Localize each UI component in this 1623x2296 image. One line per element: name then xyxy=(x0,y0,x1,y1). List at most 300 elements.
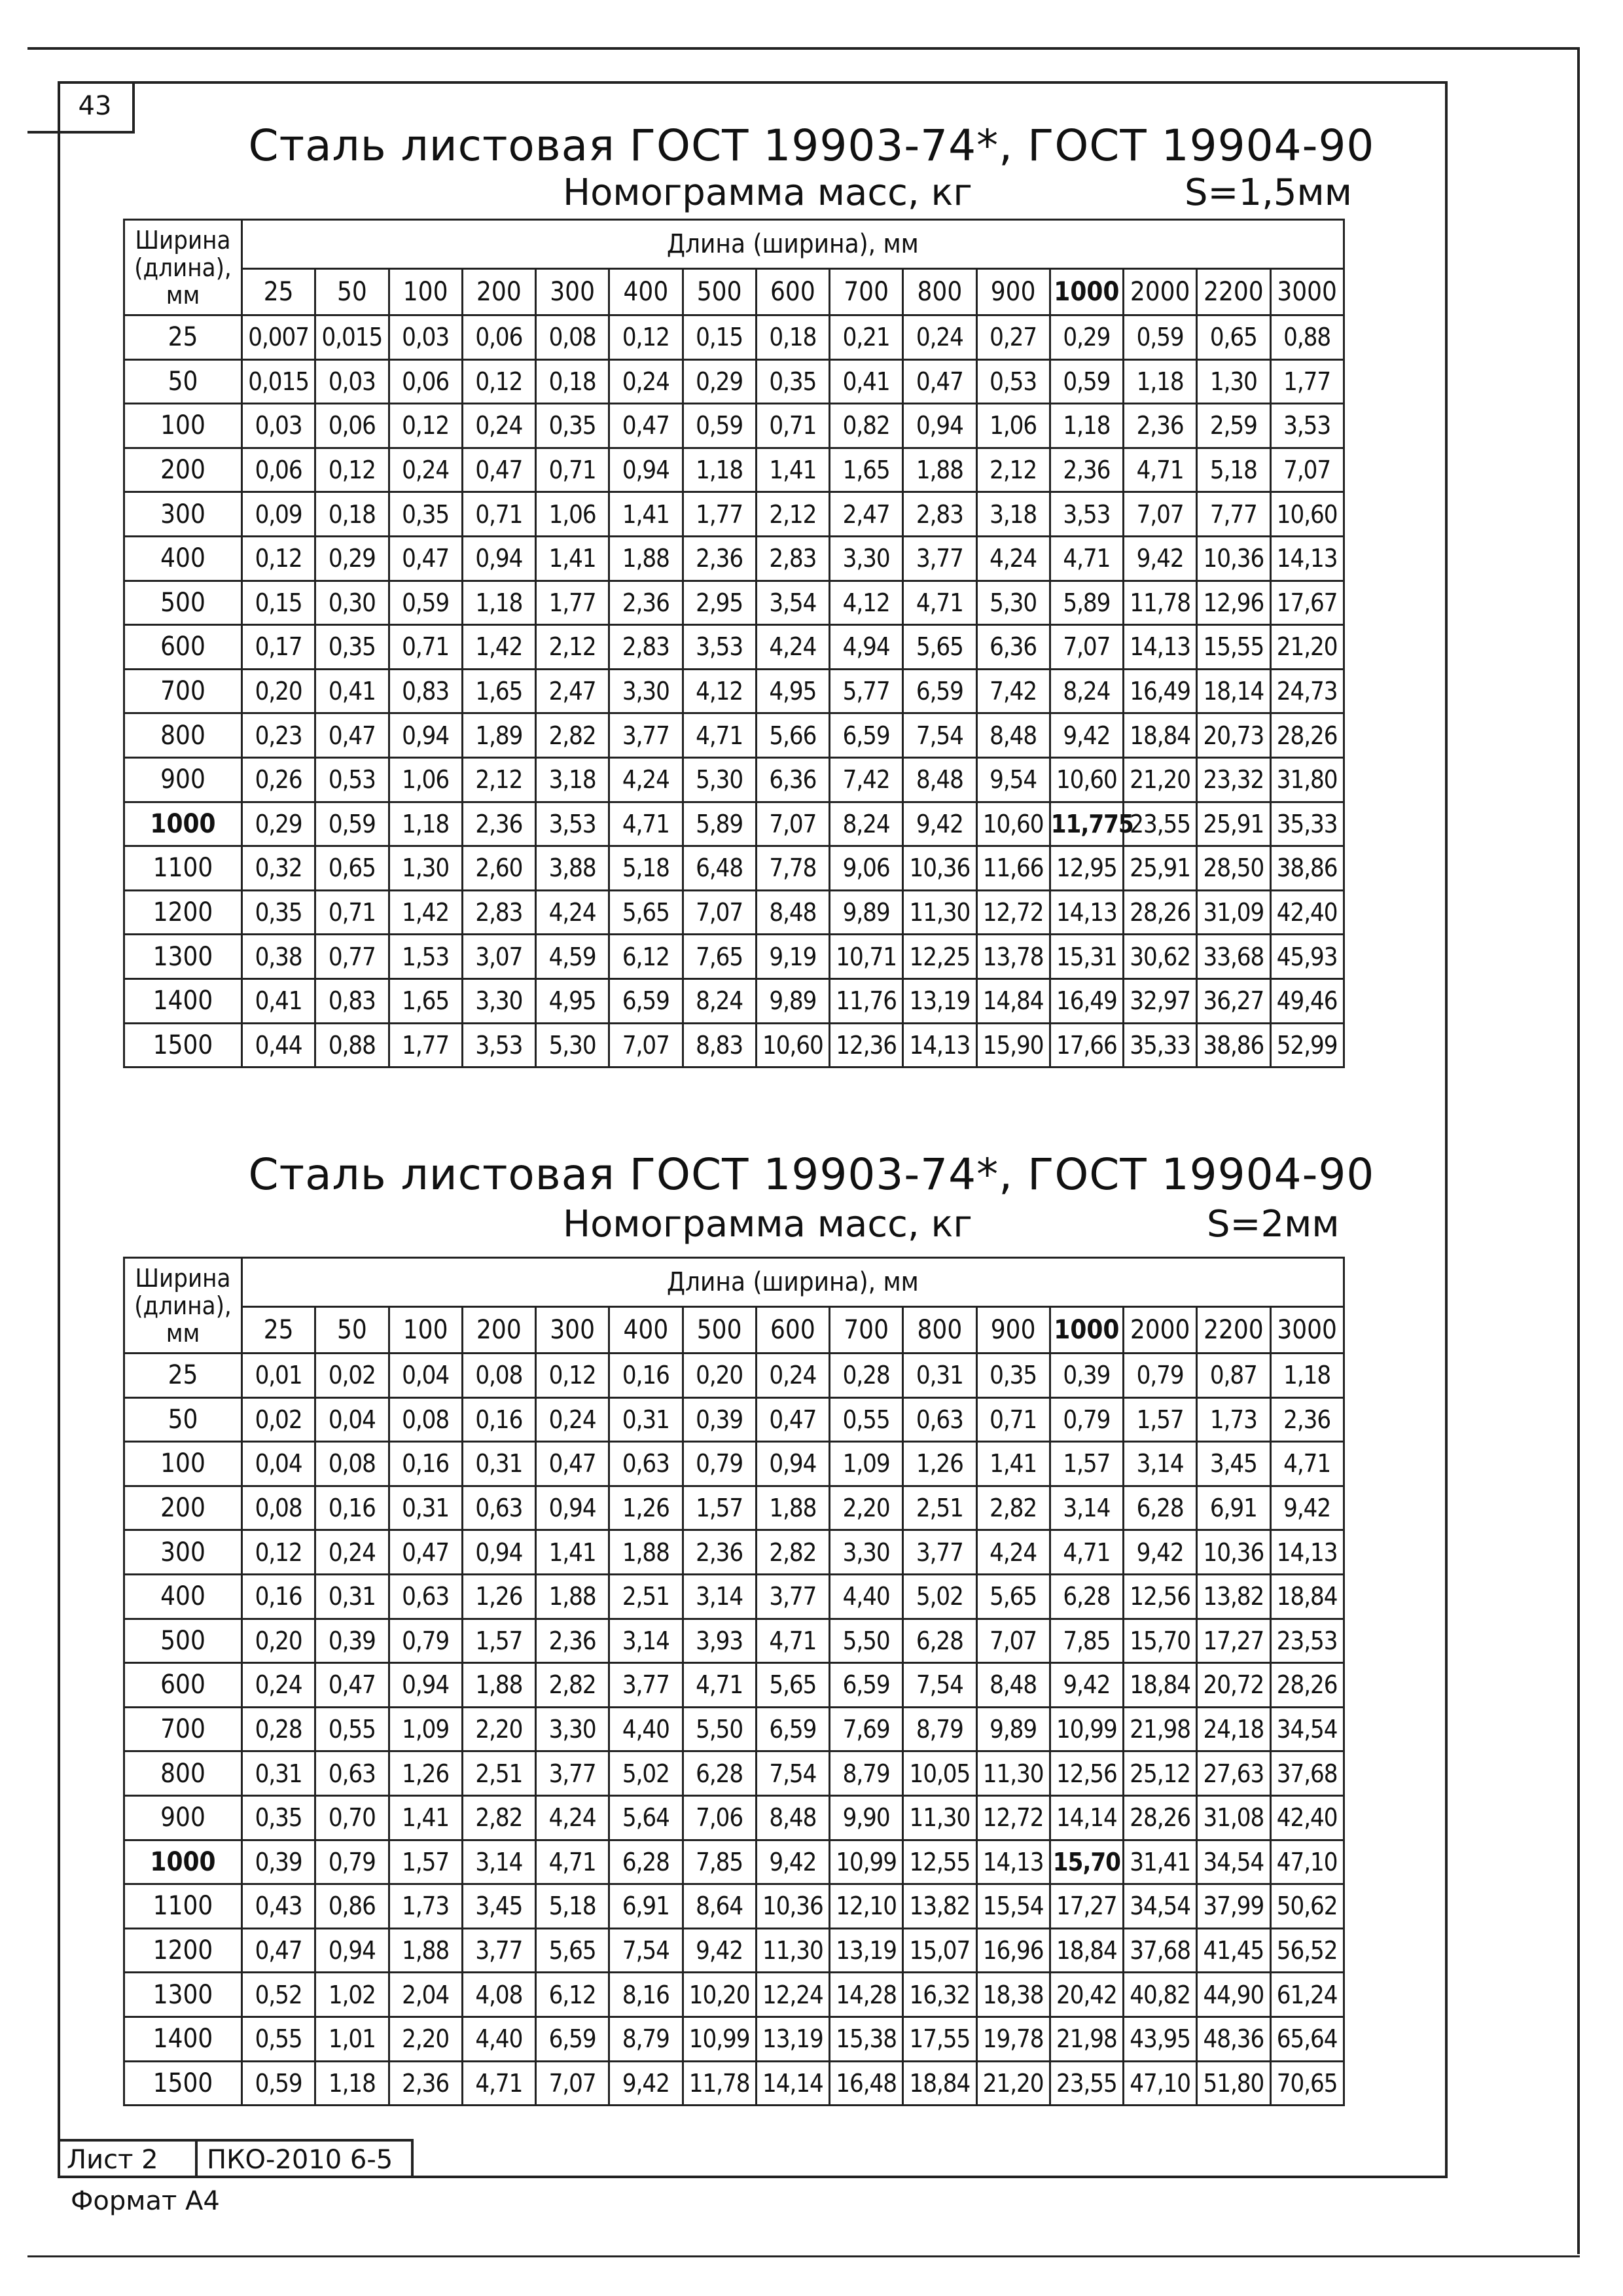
mass-cell: 7,54 xyxy=(609,1928,683,1973)
mass-cell: 37,99 xyxy=(1197,1884,1270,1929)
row-header: 1100 xyxy=(124,1884,242,1929)
mass-cell: 1,65 xyxy=(830,448,903,492)
table-row xyxy=(124,315,1344,360)
mass-cell: 6,59 xyxy=(756,1707,829,1751)
mass-cell: 0,39 xyxy=(683,1397,756,1442)
row-header: 50 xyxy=(124,359,242,404)
mass-cell: 2,82 xyxy=(536,713,609,758)
mass-cell: 6,59 xyxy=(536,2017,609,2061)
mass-cell: 11,78 xyxy=(683,2061,756,2106)
mass-cell: 0,15 xyxy=(242,581,315,625)
mass-cell: 17,27 xyxy=(1197,1619,1270,1663)
mass-cell: 14,13 xyxy=(1124,625,1197,670)
mass-cell: 0,55 xyxy=(315,1707,389,1751)
mass-cell: 20,73 xyxy=(1197,713,1270,758)
mass-cell: 0,24 xyxy=(389,448,462,492)
mass-cell: 33,68 xyxy=(1197,935,1270,979)
mass-cell: 9,42 xyxy=(1124,1530,1197,1575)
mass-cell: 7,78 xyxy=(756,846,829,891)
mass-cell: 0,28 xyxy=(830,1354,903,1398)
mass-cell: 0,55 xyxy=(242,2017,315,2061)
mass-cell: 1,73 xyxy=(389,1884,462,1929)
mass-cell: 0,01 xyxy=(242,1354,315,1398)
mass-cell: 0,35 xyxy=(242,890,315,935)
mass-cell: 0,24 xyxy=(609,359,683,404)
table-row xyxy=(124,1707,1344,1751)
mass-cell: 0,63 xyxy=(315,1751,389,1796)
mass-cell: 9,06 xyxy=(830,846,903,891)
mass-cell: 5,50 xyxy=(830,1619,903,1663)
mass-cell: 34,54 xyxy=(1124,1884,1197,1929)
table-row xyxy=(124,1530,1344,1575)
mass-cell: 30,62 xyxy=(1124,935,1197,979)
mass-cell: 5,30 xyxy=(536,1023,609,1067)
mass-cell: 0,47 xyxy=(903,359,976,404)
row-header: 1500 xyxy=(124,1023,242,1067)
section-2-title: Сталь листовая ГОСТ 19903-74*, ГОСТ 19904-90 xyxy=(248,1149,1375,1200)
table-row xyxy=(124,1663,1344,1708)
mass-cell: 18,84 xyxy=(1124,1663,1197,1708)
mass-cell: 14,14 xyxy=(1050,1795,1123,1840)
mass-cell: 11,30 xyxy=(903,1795,976,1840)
mass-cell: 0,86 xyxy=(315,1884,389,1929)
mass-cell: 0,71 xyxy=(315,890,389,935)
mass-cell: 52,99 xyxy=(1270,1023,1344,1067)
mass-cell: 3,54 xyxy=(756,581,829,625)
mass-cell: 42,40 xyxy=(1270,1795,1344,1840)
mass-cell: 0,18 xyxy=(315,492,389,537)
mass-cell: 0,06 xyxy=(315,404,389,448)
row-header: 800 xyxy=(124,1751,242,1796)
mass-cell: 7,07 xyxy=(536,2061,609,2106)
column-header: 25 xyxy=(242,269,315,315)
mass-cell: 2,51 xyxy=(462,1751,535,1796)
mass-cell: 3,77 xyxy=(756,1574,829,1619)
mass-cell: 8,24 xyxy=(1050,669,1123,713)
mass-cell: 0,08 xyxy=(536,315,609,360)
mass-cell: 1,57 xyxy=(683,1486,756,1530)
mass-cell: 1,57 xyxy=(389,1840,462,1884)
mass-cell: 0,20 xyxy=(242,669,315,713)
mass-cell: 61,24 xyxy=(1270,1973,1344,2017)
section-2-subtitle: Номограмма масс, кг xyxy=(563,1203,972,1246)
row-header: 600 xyxy=(124,1663,242,1708)
length-span-header: Длина (ширина), мм xyxy=(242,1258,1344,1307)
mass-cell: 9,42 xyxy=(1270,1486,1344,1530)
column-header: 300 xyxy=(536,269,609,315)
table-row xyxy=(124,1751,1344,1796)
mass-cell: 1,57 xyxy=(462,1619,535,1663)
mass-cell: 7,42 xyxy=(976,669,1050,713)
mass-cell: 5,89 xyxy=(1050,581,1123,625)
mass-cell: 2,20 xyxy=(389,2017,462,2061)
mass-cell: 17,66 xyxy=(1050,1023,1123,1067)
mass-cell: 31,80 xyxy=(1270,757,1344,802)
mass-cell: 12,56 xyxy=(1050,1751,1123,1796)
row-header: 1400 xyxy=(124,978,242,1023)
table-row xyxy=(124,492,1344,537)
mass-cell: 1,41 xyxy=(536,536,609,581)
mass-cell: 3,14 xyxy=(462,1840,535,1884)
mass-cell: 0,23 xyxy=(242,713,315,758)
mass-cell: 12,55 xyxy=(903,1840,976,1884)
mass-cell: 0,65 xyxy=(1197,315,1270,360)
mass-cell: 10,36 xyxy=(756,1884,829,1929)
mass-cell: 0,53 xyxy=(315,757,389,802)
mass-cell: 1,26 xyxy=(389,1751,462,1796)
mass-cell: 24,18 xyxy=(1197,1707,1270,1751)
mass-cell: 3,53 xyxy=(536,802,609,846)
mass-cell: 4,71 xyxy=(683,713,756,758)
mass-cell: 20,42 xyxy=(1050,1973,1123,2017)
column-header: 100 xyxy=(389,269,462,315)
mass-cell: 6,36 xyxy=(756,757,829,802)
mass-cell: 2,59 xyxy=(1197,404,1270,448)
mass-cell: 3,53 xyxy=(683,625,756,670)
mass-cell: 0,53 xyxy=(976,359,1050,404)
mass-cell: 13,82 xyxy=(903,1884,976,1929)
mass-cell: 8,79 xyxy=(609,2017,683,2061)
column-header: 100 xyxy=(389,1307,462,1354)
mass-cell: 4,71 xyxy=(1124,448,1197,492)
mass-cell: 0,12 xyxy=(389,404,462,448)
table-row xyxy=(124,978,1344,1023)
column-header: 600 xyxy=(756,1307,829,1354)
column-header: 200 xyxy=(462,1307,535,1354)
mass-cell: 15,70 xyxy=(1050,1840,1123,1884)
mass-cell: 2,12 xyxy=(976,448,1050,492)
mass-cell: 9,89 xyxy=(756,978,829,1023)
mass-cell: 10,05 xyxy=(903,1751,976,1796)
mass-cell: 12,56 xyxy=(1124,1574,1197,1619)
mass-cell: 0,63 xyxy=(903,1397,976,1442)
column-header: 50 xyxy=(315,1307,389,1354)
mass-cell: 34,54 xyxy=(1197,1840,1270,1884)
mass-cell: 7,07 xyxy=(609,1023,683,1067)
mass-cell: 4,40 xyxy=(830,1574,903,1619)
mass-cell: 4,12 xyxy=(683,669,756,713)
mass-cell: 0,08 xyxy=(315,1442,389,1486)
mass-cell: 8,16 xyxy=(609,1973,683,2017)
mass-cell: 14,13 xyxy=(1270,1530,1344,1575)
table-row xyxy=(124,1795,1344,1840)
mass-cell: 38,86 xyxy=(1197,1023,1270,1067)
mass-cell: 1,88 xyxy=(609,1530,683,1575)
mass-cell: 11,775 xyxy=(1050,802,1123,846)
mass-cell: 2,83 xyxy=(756,536,829,581)
mass-cell: 0,82 xyxy=(830,404,903,448)
mass-cell: 3,77 xyxy=(903,1530,976,1575)
mass-cell: 3,88 xyxy=(536,846,609,891)
mass-cell: 12,24 xyxy=(756,1973,829,2017)
mass-cell: 16,49 xyxy=(1124,669,1197,713)
mass-cell: 0,52 xyxy=(242,1973,315,2017)
mass-cell: 0,55 xyxy=(830,1397,903,1442)
mass-cell: 15,38 xyxy=(830,2017,903,2061)
mass-cell: 0,94 xyxy=(389,1663,462,1708)
column-header: 300 xyxy=(536,1307,609,1354)
mass-cell: 1,88 xyxy=(462,1663,535,1708)
mass-cell: 9,42 xyxy=(1050,713,1123,758)
mass-cell: 0,09 xyxy=(242,492,315,537)
mass-cell: 0,47 xyxy=(315,713,389,758)
mass-cell: 0,79 xyxy=(315,1840,389,1884)
mass-cell: 8,79 xyxy=(903,1707,976,1751)
mass-cell: 0,12 xyxy=(609,315,683,360)
column-header: 2200 xyxy=(1197,269,1270,315)
mass-cell: 3,30 xyxy=(830,536,903,581)
mass-cell: 45,93 xyxy=(1270,935,1344,979)
mass-cell: 11,30 xyxy=(756,1928,829,1973)
row-header: 1200 xyxy=(124,1928,242,1973)
mass-cell: 5,30 xyxy=(976,581,1050,625)
mass-cell: 0,015 xyxy=(315,315,389,360)
mass-cell: 0,70 xyxy=(315,1795,389,1840)
mass-cell: 8,48 xyxy=(756,890,829,935)
row-header: 200 xyxy=(124,1486,242,1530)
mass-cell: 14,13 xyxy=(903,1023,976,1067)
mass-cell: 15,07 xyxy=(903,1928,976,1973)
mass-cell: 7,42 xyxy=(830,757,903,802)
mass-cell: 4,71 xyxy=(1050,536,1123,581)
table-row xyxy=(124,1354,1344,1398)
mass-cell: 23,53 xyxy=(1270,1619,1344,1663)
mass-cell: 4,24 xyxy=(536,1795,609,1840)
table-row xyxy=(124,669,1344,713)
mass-cell: 4,12 xyxy=(830,581,903,625)
mass-cell: 2,36 xyxy=(462,802,535,846)
paper-format: Формат А4 xyxy=(71,2186,220,2216)
mass-cell: 17,67 xyxy=(1270,581,1344,625)
mass-cell: 0,12 xyxy=(462,359,535,404)
mass-cell: 12,95 xyxy=(1050,846,1123,891)
mass-cell: 2,36 xyxy=(389,2061,462,2106)
mass-cell: 3,30 xyxy=(536,1707,609,1751)
mass-cell: 6,28 xyxy=(683,1751,756,1796)
mass-cell: 5,18 xyxy=(609,846,683,891)
mass-cell: 12,96 xyxy=(1197,581,1270,625)
mass-cell: 10,60 xyxy=(756,1023,829,1067)
row-header: 300 xyxy=(124,1530,242,1575)
row-header: 400 xyxy=(124,536,242,581)
mass-cell: 2,20 xyxy=(462,1707,535,1751)
mass-cell: 3,07 xyxy=(462,935,535,979)
mass-cell: 5,18 xyxy=(536,1884,609,1929)
row-header: 300 xyxy=(124,492,242,537)
mass-cell: 0,59 xyxy=(683,404,756,448)
mass-cell: 2,83 xyxy=(903,492,976,537)
page-number: 43 xyxy=(58,81,135,134)
mass-cell: 4,71 xyxy=(1050,1530,1123,1575)
column-header: 2000 xyxy=(1124,269,1197,315)
mass-cell: 44,90 xyxy=(1197,1973,1270,2017)
mass-cell: 0,18 xyxy=(536,359,609,404)
mass-cell: 5,50 xyxy=(683,1707,756,1751)
mass-cell: 0,12 xyxy=(242,1530,315,1575)
mass-cell: 1,41 xyxy=(536,1530,609,1575)
mass-cell: 0,08 xyxy=(242,1486,315,1530)
mass-cell: 4,95 xyxy=(536,978,609,1023)
mass-cell: 2,12 xyxy=(536,625,609,670)
mass-cell: 7,65 xyxy=(683,935,756,979)
mass-cell: 0,94 xyxy=(389,713,462,758)
table-row xyxy=(124,890,1344,935)
mass-cell: 21,98 xyxy=(1124,1707,1197,1751)
mass-cell: 2,47 xyxy=(830,492,903,537)
mass-cell: 37,68 xyxy=(1270,1751,1344,1796)
mass-cell: 5,65 xyxy=(609,890,683,935)
mass-cell: 14,13 xyxy=(976,1840,1050,1884)
mass-cell: 48,36 xyxy=(1197,2017,1270,2061)
mass-cell: 40,82 xyxy=(1124,1973,1197,2017)
mass-cell: 0,21 xyxy=(830,315,903,360)
mass-cell: 12,72 xyxy=(976,890,1050,935)
table-row xyxy=(124,2017,1344,2061)
mass-cell: 0,35 xyxy=(976,1354,1050,1398)
mass-cell: 0,29 xyxy=(242,802,315,846)
mass-cell: 3,77 xyxy=(536,1751,609,1796)
mass-cell: 0,20 xyxy=(242,1619,315,1663)
mass-cell: 2,20 xyxy=(830,1486,903,1530)
row-header: 600 xyxy=(124,625,242,670)
mass-cell: 1,01 xyxy=(315,2017,389,2061)
mass-cell: 12,25 xyxy=(903,935,976,979)
mass-cell: 1,18 xyxy=(1124,359,1197,404)
mass-cell: 0,59 xyxy=(389,581,462,625)
column-header: 600 xyxy=(756,269,829,315)
mass-cell: 19,78 xyxy=(976,2017,1050,2061)
table-row xyxy=(124,1619,1344,1663)
section-2-thickness: S=2мм xyxy=(1207,1203,1340,1246)
mass-cell: 0,71 xyxy=(389,625,462,670)
mass-cell: 1,30 xyxy=(1197,359,1270,404)
mass-cell: 5,65 xyxy=(536,1928,609,1973)
table-row xyxy=(124,1486,1344,1530)
mass-cell: 2,82 xyxy=(536,1663,609,1708)
mass-cell: 7,85 xyxy=(1050,1619,1123,1663)
section-1-thickness: S=1,5мм xyxy=(1185,171,1353,214)
mass-cell: 0,12 xyxy=(315,448,389,492)
mass-cell: 1,77 xyxy=(536,581,609,625)
mass-cell: 1,02 xyxy=(315,1973,389,2017)
mass-cell: 0,94 xyxy=(903,404,976,448)
mass-cell: 17,55 xyxy=(903,2017,976,2061)
mass-cell: 1,18 xyxy=(389,802,462,846)
mass-cell: 0,39 xyxy=(242,1840,315,1884)
column-header: 3000 xyxy=(1270,1307,1344,1354)
mass-cell: 7,06 xyxy=(683,1795,756,1840)
mass-cell: 0,20 xyxy=(683,1354,756,1398)
mass-cell: 15,54 xyxy=(976,1884,1050,1929)
mass-cell: 0,16 xyxy=(462,1397,535,1442)
mass-cell: 0,31 xyxy=(315,1574,389,1619)
mass-cell: 34,54 xyxy=(1270,1707,1344,1751)
mass-cell: 21,98 xyxy=(1050,2017,1123,2061)
mass-cell: 0,79 xyxy=(1050,1397,1123,1442)
column-header: 3000 xyxy=(1270,269,1344,315)
mass-cell: 0,24 xyxy=(903,315,976,360)
mass-cell: 2,51 xyxy=(609,1574,683,1619)
row-header: 25 xyxy=(124,315,242,360)
mass-cell: 4,40 xyxy=(609,1707,683,1751)
mass-cell: 5,64 xyxy=(609,1795,683,1840)
mass-cell: 6,12 xyxy=(609,935,683,979)
mass-cell: 3,18 xyxy=(536,757,609,802)
mass-cell: 2,36 xyxy=(536,1619,609,1663)
mass-cell: 8,48 xyxy=(756,1795,829,1840)
mass-cell: 0,06 xyxy=(242,448,315,492)
mass-cell: 0,47 xyxy=(242,1928,315,1973)
mass-cell: 1,06 xyxy=(389,757,462,802)
table-row xyxy=(124,1442,1344,1486)
mass-cell: 0,03 xyxy=(315,359,389,404)
title-block-stamp xyxy=(58,2139,414,2178)
table-row xyxy=(124,757,1344,802)
mass-cell: 0,77 xyxy=(315,935,389,979)
mass-cell: 14,28 xyxy=(830,1973,903,2017)
mass-cell: 20,72 xyxy=(1197,1663,1270,1708)
mass-cell: 2,36 xyxy=(1050,448,1123,492)
mass-cell: 3,14 xyxy=(1050,1486,1123,1530)
mass-cell: 0,17 xyxy=(242,625,315,670)
mass-cell: 0,04 xyxy=(315,1397,389,1442)
row-header: 500 xyxy=(124,1619,242,1663)
mass-cell: 0,59 xyxy=(1050,359,1123,404)
mass-cell: 1,26 xyxy=(903,1442,976,1486)
row-header: 200 xyxy=(124,448,242,492)
mass-cell: 4,24 xyxy=(536,890,609,935)
mass-cell: 0,47 xyxy=(315,1663,389,1708)
length-span-header: Длина (ширина), мм xyxy=(242,220,1344,269)
mass-cell: 47,10 xyxy=(1124,2061,1197,2106)
mass-cell: 0,63 xyxy=(609,1442,683,1486)
mass-cell: 1,73 xyxy=(1197,1397,1270,1442)
mass-cell: 25,91 xyxy=(1197,802,1270,846)
mass-cell: 0,79 xyxy=(1124,1354,1197,1398)
mass-cell: 24,73 xyxy=(1270,669,1344,713)
mass-cell: 0,83 xyxy=(315,978,389,1023)
mass-cell: 0,41 xyxy=(315,669,389,713)
mass-cell: 4,71 xyxy=(609,802,683,846)
mass-cell: 18,84 xyxy=(1050,1928,1123,1973)
mass-cell: 0,12 xyxy=(242,536,315,581)
mass-cell: 1,26 xyxy=(609,1486,683,1530)
mass-cell: 1,06 xyxy=(536,492,609,537)
mass-cell: 13,19 xyxy=(830,1928,903,1973)
mass-cell: 0,38 xyxy=(242,935,315,979)
mass-cell: 8,24 xyxy=(830,802,903,846)
mass-cell: 0,35 xyxy=(242,1795,315,1840)
mass-cell: 14,13 xyxy=(1050,890,1123,935)
mass-cell: 13,78 xyxy=(976,935,1050,979)
row-header: 1000 xyxy=(124,1840,242,1884)
mass-cell: 0,63 xyxy=(462,1486,535,1530)
mass-cell: 0,24 xyxy=(536,1397,609,1442)
mass-cell: 7,07 xyxy=(756,802,829,846)
mass-cell: 5,89 xyxy=(683,802,756,846)
mass-cell: 1,30 xyxy=(389,846,462,891)
mass-cell: 0,83 xyxy=(389,669,462,713)
mass-cell: 2,36 xyxy=(609,581,683,625)
mass-cell: 0,88 xyxy=(315,1023,389,1067)
mass-cell: 8,48 xyxy=(976,713,1050,758)
mass-cell: 5,30 xyxy=(683,757,756,802)
mass-cell: 28,26 xyxy=(1270,713,1344,758)
row-header: 1300 xyxy=(124,1973,242,2017)
mass-cell: 5,77 xyxy=(830,669,903,713)
mass-cell: 8,24 xyxy=(683,978,756,1023)
mass-cell: 4,71 xyxy=(756,1619,829,1663)
